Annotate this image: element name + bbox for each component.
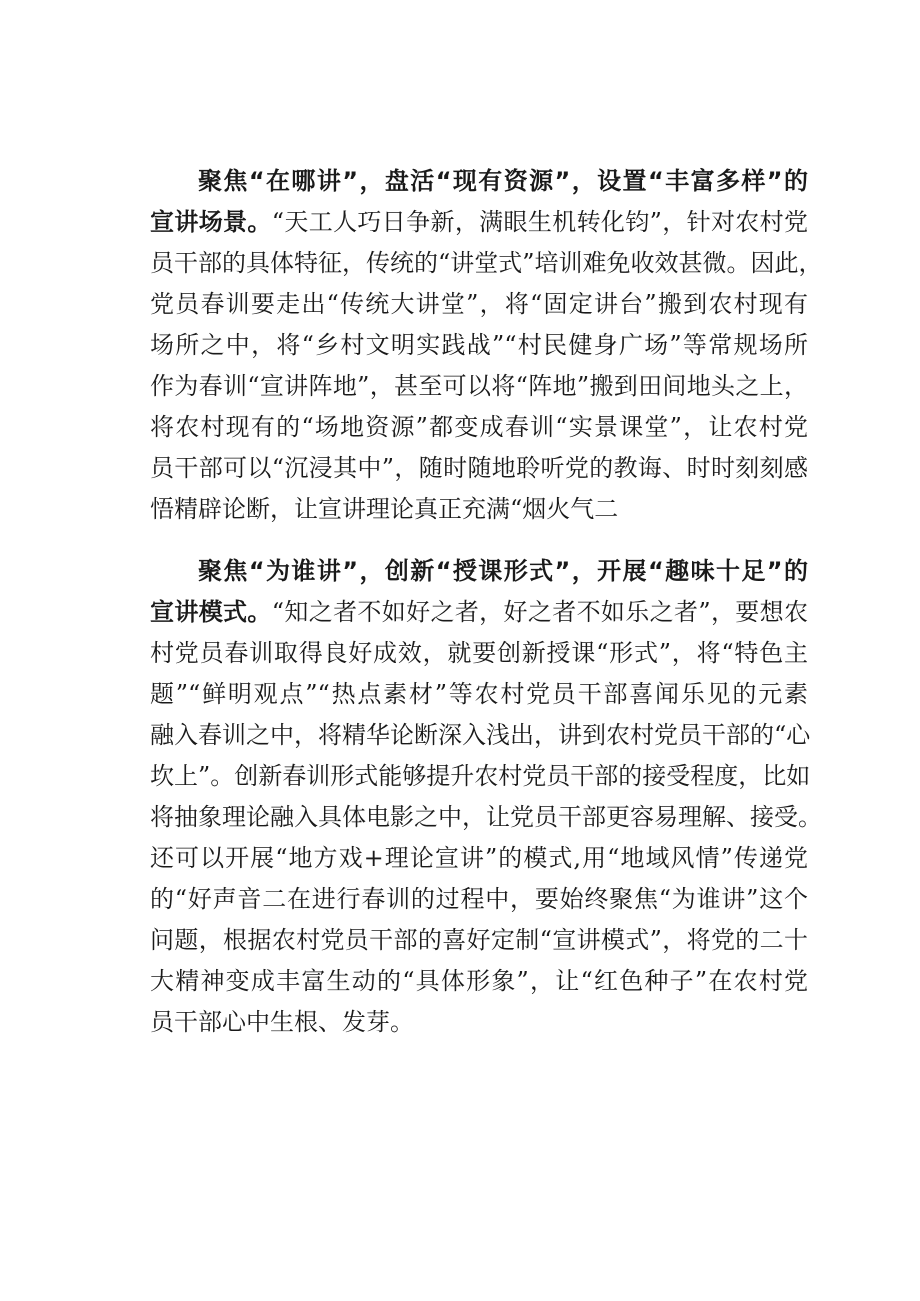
paragraph-1-line-7: 将农村现有的“场地资源”都变成春训“实景课堂”，让农村党	[150, 413, 808, 441]
paragraph-2-line-5: 融入春训之中，将精华论断深入浅出，讲到农村党员干部的“心	[150, 721, 811, 749]
paragraph-2-line-7: 将抽象理论融入具体电影之中，让党员干部更容易理解、接受。	[150, 803, 822, 831]
paragraph-1-line-2	[150, 205, 808, 239]
paragraph-2-line-2-text: “知之者不如好之者，好之者不如乐之者”，要想农	[271, 598, 809, 626]
paragraph-2-line-10: 问题，根据农村党员干部的喜好定制“宣讲模式”，将党的二十	[150, 926, 808, 954]
paragraph-1-line-2-text: “天工人巧日争新，满眼生机转化钧”，针对农村党	[271, 208, 809, 236]
paragraph-2-line-11: 大精神变成丰富生动的“具体形象”，让“红色种子”在农村党	[150, 967, 808, 995]
paragraph-2-line-12: 员干部心中生根、发芽。	[150, 1008, 414, 1036]
paragraph-1-line-8: 员干部可以“沉浸其中”，随时随地聆听党的教诲、时时刻刻感	[150, 454, 808, 482]
paragraph-1-heading-line: 聚焦“在哪讲”，盘活“现有资源”，设置“丰富多样”的	[198, 167, 808, 195]
paragraph-2-heading-end: 宣讲模式。	[150, 598, 272, 626]
paragraph-1-line-9: 悟精辟论断，让宣讲理论真正充满“烟火气二	[150, 495, 619, 523]
paragraph-2-line-4: 题”“鲜明观点”“热点素材”等农村党员干部喜闻乐见的元素	[150, 680, 808, 708]
paragraph-1-line-5: 场所之中，将“乡村文明实践战”“村民健身广场”等常规场所	[150, 331, 808, 359]
paragraph-2-heading-line: 聚焦“为谁讲”，创新“授课形式”，开展“趣味十足”的	[198, 557, 808, 585]
paragraph-1-line-3: 员干部的具体特征，传统的“讲堂式”培训难免收效甚微。因此，	[150, 249, 823, 277]
paragraph-2-line-6: 坎上”。创新春训形式能够提升农村党员干部的接受程度，比如	[150, 762, 811, 790]
paragraph-2-line-9: 的“好声音二在进行春训的过程中，要始终聚焦“为谁讲”这个	[150, 885, 808, 913]
paragraph-1-line-6: 作为春训“宣讲阵地”，甚至可以将“阵地”搬到田间地头之上，	[150, 372, 808, 400]
paragraph-2-line-8: 还可以开展“地方戏+理论宣讲”的模式,用“地域风情”传递党	[150, 844, 808, 872]
paragraph-1-line-4: 党员春训要走出“传统大讲堂”，将“固定讲台”搬到农村现有	[150, 290, 808, 318]
paragraph-1-heading-end: 宣讲场景。	[150, 208, 272, 236]
paragraph-2-line-2	[150, 595, 808, 629]
paragraph-2-line-3: 村党员春训取得良好成效，就要创新授课“形式”，将“特色主	[150, 639, 808, 667]
